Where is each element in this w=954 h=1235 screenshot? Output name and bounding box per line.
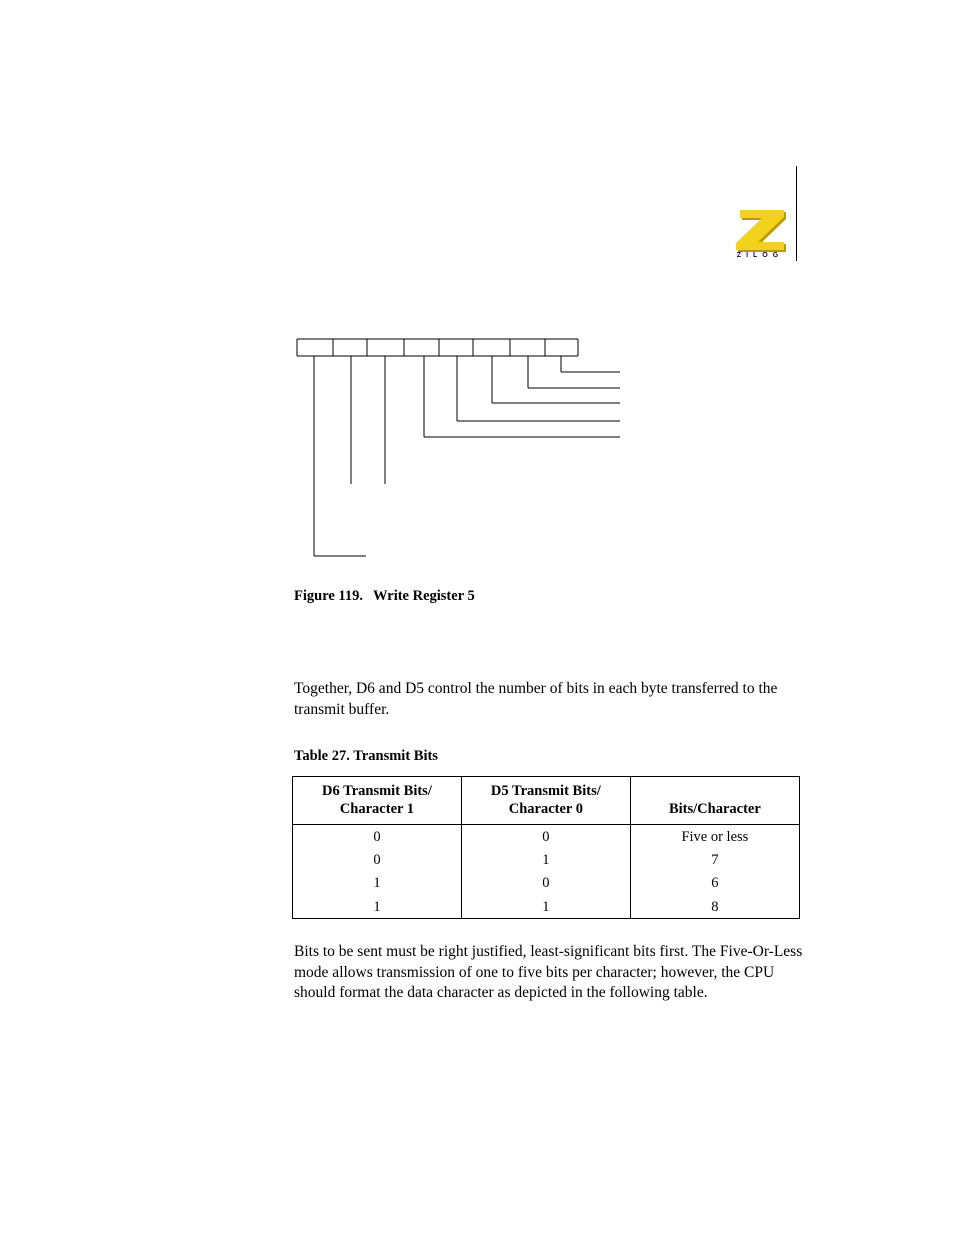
table-row [293, 848, 800, 871]
cell-d6: 0 [293, 825, 462, 849]
header-bits-line: Bits/Character [668, 801, 761, 817]
header-bits-per-character [630, 777, 799, 825]
cell-bits: 8 [630, 895, 799, 919]
cell-bits: Five or less [630, 825, 799, 849]
transmit-bits-table [292, 776, 800, 919]
header-d6 [293, 777, 462, 825]
table-header-row [293, 777, 800, 825]
header-d6-line-2: Character 1 [339, 801, 415, 817]
table-caption: Table 27. Transmit Bits [294, 748, 438, 764]
figure-title: Write Register 5 [373, 588, 475, 604]
figure-number: Figure 119. [294, 588, 364, 604]
cell-d6: 1 [293, 872, 462, 895]
cell-d5: 1 [461, 848, 630, 871]
figure-caption [294, 588, 475, 605]
table-row [293, 872, 800, 895]
header-d5-line-2: Character 0 [508, 801, 583, 817]
table-row [293, 895, 800, 919]
zilog-wordmark: ZILOG [736, 252, 784, 259]
cell-bits: 6 [630, 872, 799, 895]
body-paragraph-2: Bits to be sent must be right justified, least-significant bits first. The Five-Or-Less mode allows transmission of one to five bits per character; however, the CPU should format the data character as depicted in the following table. [294, 943, 803, 1001]
cell-d5: 0 [461, 872, 630, 895]
cell-d5: 0 [461, 825, 630, 849]
header-d6-line-1: D6 Transmit Bits/ [322, 783, 432, 799]
body-paragraph-1: Together, D6 and D5 control the number of bits in each byte transferred to the transmit buffer. [294, 680, 778, 718]
header-d5-line-1: D5 Transmit Bits/ [490, 783, 601, 799]
cell-bits: 7 [630, 848, 799, 871]
cell-d6: 0 [293, 848, 462, 871]
cell-d5: 1 [461, 895, 630, 919]
register-diagram [0, 0, 954, 600]
header-d5 [461, 777, 630, 825]
cell-d6: 1 [293, 895, 462, 919]
table-row [293, 825, 800, 849]
